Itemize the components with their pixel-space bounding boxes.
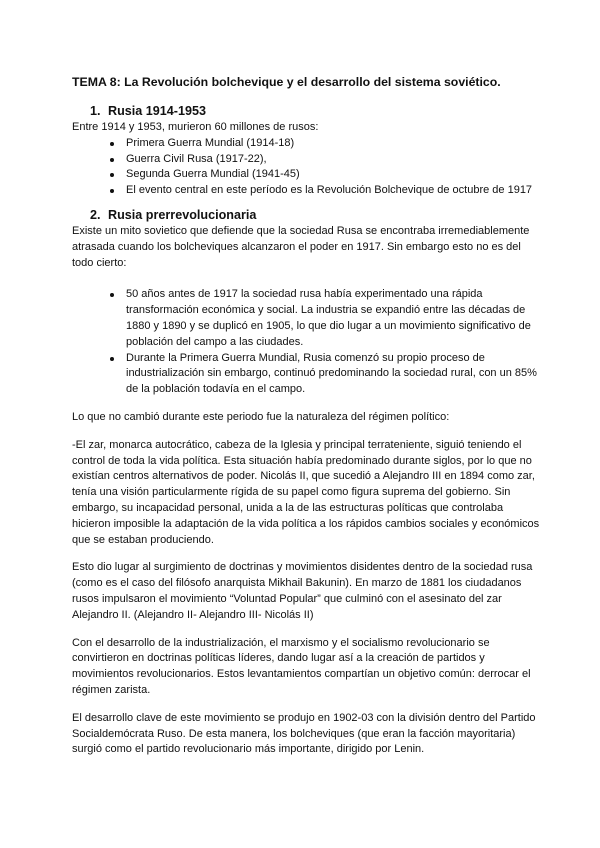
bullet-list xyxy=(72,287,540,398)
paragraph: Con el desarrollo de la industrialización, el marxismo y el socialismo revolucionario se convirtieron en doctrinas políticas líderes, dando lugar así a la creación de partidos y movimientos revolucionarios. Estos levantamientos compartían un objetivo común: derrocar el régimen zarista. xyxy=(72,636,531,696)
section-intro: Entre 1914 y 1953, murieron 60 millones de rusos: xyxy=(72,121,319,133)
section-heading-text: Rusia 1914-1953 xyxy=(108,104,207,118)
list-item: Segunda Guerra Mundial (1941-45) xyxy=(108,167,540,183)
paragraph: El desarrollo clave de este movimiento se produjo en 1902-03 con la división dentro del Partido Socialdemócrata Ruso. De esta manera, los bolcheviques (que eran la facción mayoritaria) surgió como el partido revolucionario más importante, dirigido por Lenin. xyxy=(72,711,536,756)
list-item: Durante la Primera Guerra Mundial, Rusia comenzó su propio proceso de industrialización sin embargo, continuó predominando la sociedad rural, con un 85% de la población todavía en el campo. xyxy=(108,351,540,398)
section-number: 2. xyxy=(90,207,101,222)
bullet-list xyxy=(72,136,540,199)
paragraph: -El zar, monarca autocrático, cabeza de la Iglesia y principal terrateniente, siguió teniendo el control de toda la vida política. Esta situación había predominado durante siglos, por lo que no existían centros alternativos de poder. Nicolás II, que sucedió a Alejandro III en 1894 como zar, tenía una visión particularmente rígida de su papel como figura suprema del gobierno. Sin embargo, su incapacidad personal, unida a la de las estructuras políticas que controlaba hicieron imposible la adaptación de la vida política a los rápidos cambios sociales y económicos que se estaban produciendo. xyxy=(72,438,540,546)
list-item: El evento central en este período es la Revolución Bolchevique de octubre de 1917 xyxy=(108,183,540,199)
section-heading-text: Rusia prerrevolucionaria xyxy=(108,207,257,222)
list-item: Guerra Civil Rusa (1917-22), xyxy=(108,152,540,168)
section-heading-2 xyxy=(72,206,540,224)
paragraph: Lo que no cambió durante este periodo fue la naturaleza del régimen político: xyxy=(72,410,450,423)
document-title: TEMA 8: La Revolución bolchevique y el desarrollo del sistema soviético. xyxy=(72,75,501,89)
list-item: 50 años antes de 1917 la sociedad rusa había experimentado una rápida transformación económica y social. La industria se expandió entre las décadas de 1880 y 1890 y se duplicó en 1905, lo que dio lugar a un movimiento significativo de población del campo a las ciudades. xyxy=(108,287,540,350)
list-item: Primera Guerra Mundial (1914-18) xyxy=(108,136,540,152)
paragraph: Esto dio lugar al surgimiento de doctrinas y movimientos disidentes dentro de la sociedad rusa (como es el caso del filósofo anarquista Mikhail Bakunin). En marzo de 1881 los ciudadanos rusos impulsaron el movimiento “Voluntad Popular” que culminó con el asesinato del zar Alejandro II. (Alejandro II- Alejandro III- Nicolás II) xyxy=(72,561,533,621)
section-intro: Existe un mito sovietico que defiende que la sociedad Rusa se encontraba irremediablemente atrasada cuando los bolcheviques alcanzaron el poder en 1917. Sin embargo esto no es del todo cierto: xyxy=(72,224,530,269)
section-number: 1. xyxy=(90,104,101,118)
section-heading-1 xyxy=(72,102,540,120)
